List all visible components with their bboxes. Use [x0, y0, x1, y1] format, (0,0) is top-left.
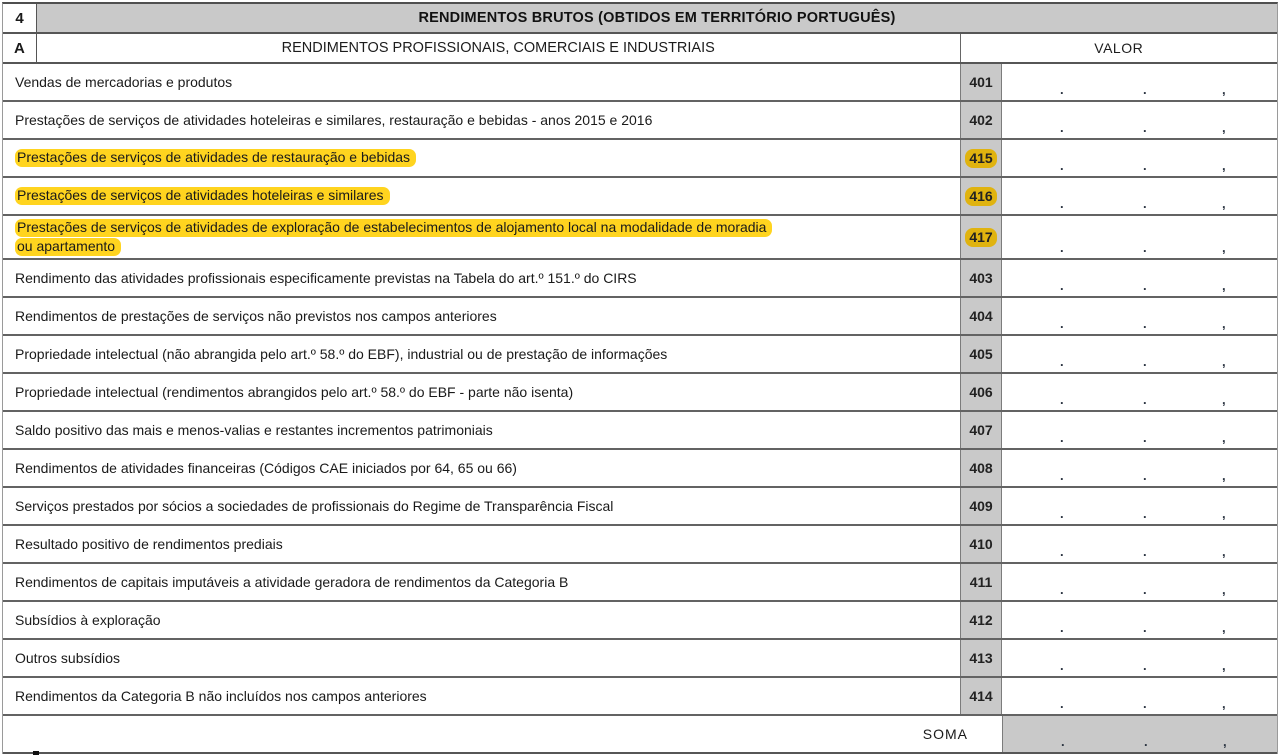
- thousands-separator: .: [1143, 354, 1147, 369]
- thousands-separator: .: [1060, 468, 1064, 483]
- value-field-413[interactable]: [1002, 640, 1277, 676]
- value-field-407[interactable]: [1002, 412, 1277, 448]
- thousands-separator: .: [1060, 354, 1064, 369]
- income-row-413: [3, 640, 1277, 678]
- decimal-separator: ,: [1222, 582, 1226, 597]
- thousands-separator: .: [1060, 506, 1064, 521]
- thousands-separator: .: [1060, 696, 1064, 711]
- income-row-404: [3, 298, 1277, 336]
- thousands-separator: .: [1143, 544, 1147, 559]
- thousands-separator: .: [1143, 120, 1147, 135]
- highlighted-code: 415: [965, 149, 996, 168]
- field-code: 402: [960, 102, 1002, 138]
- income-row-416: [3, 178, 1277, 216]
- decimal-separator: ,: [1222, 240, 1226, 255]
- thousands-separator: .: [1143, 158, 1147, 173]
- subsection-header-row: [3, 34, 1277, 64]
- field-code: 411: [960, 564, 1002, 600]
- value-field-412[interactable]: [1002, 602, 1277, 638]
- income-row-403: [3, 260, 1277, 298]
- soma-label: SOMA: [922, 726, 968, 742]
- decimal-separator: ,: [1222, 430, 1226, 445]
- value-field-414[interactable]: [1002, 678, 1277, 714]
- thousands-separator: .: [1060, 240, 1064, 255]
- income-row-405: [3, 336, 1277, 374]
- row-label: Vendas de mercadorias e produtos: [15, 73, 233, 90]
- thousands-separator: .: [1143, 658, 1147, 673]
- thousands-separator: .: [1060, 392, 1064, 407]
- highlighted-text: ou apartamento: [15, 238, 121, 256]
- subsection-letter: A: [3, 34, 37, 62]
- thousands-separator: .: [1060, 430, 1064, 445]
- thousands-separator: .: [1143, 240, 1147, 255]
- decimal-separator: ,: [1222, 468, 1226, 483]
- income-row-408: [3, 450, 1277, 488]
- thousands-separator: .: [1143, 82, 1147, 97]
- value-field-401[interactable]: [1002, 64, 1277, 100]
- income-row-407: [3, 412, 1277, 450]
- field-code: 406: [960, 374, 1002, 410]
- field-code: 408: [960, 450, 1002, 486]
- row-label: Rendimento das atividades profissionais especificamente previstas na Tabela do art.º 151.º do CIRS: [15, 269, 637, 286]
- thousands-separator: .: [1143, 278, 1147, 293]
- thousands-separator: .: [1060, 82, 1064, 97]
- decimal-separator: ,: [1222, 658, 1226, 673]
- income-row-414: [3, 678, 1277, 716]
- decimal-separator: ,: [1222, 620, 1226, 635]
- income-form-section: [2, 2, 1278, 754]
- thousands-separator: .: [1143, 316, 1147, 331]
- value-field-409[interactable]: [1002, 488, 1277, 524]
- row-label: Propriedade intelectual (não abrangida pelo art.º 58.º do EBF), industrial ou de prestação de informações: [15, 345, 668, 362]
- thousands-separator: .: [1060, 158, 1064, 173]
- income-row-411: [3, 564, 1277, 602]
- thousands-separator: .: [1061, 734, 1065, 749]
- row-label: Rendimentos de prestações de serviços não previstos nos campos anteriores: [15, 307, 497, 324]
- soma-row: [3, 716, 1277, 754]
- decimal-separator: ,: [1222, 120, 1226, 135]
- row-label: Rendimentos de capitais imputáveis a atividade geradora de rendimentos da Categoria B: [15, 573, 569, 590]
- thousands-separator: .: [1060, 544, 1064, 559]
- section-title: RENDIMENTOS BRUTOS (OBTIDOS EM TERRITÓRIO PORTUGUÊS): [37, 4, 1277, 32]
- row-label: Saldo positivo das mais e menos-valias e restantes incrementos patrimoniais: [15, 421, 493, 438]
- decimal-separator: ,: [1223, 734, 1227, 749]
- thousands-separator: .: [1060, 278, 1064, 293]
- field-code: 414: [960, 678, 1002, 714]
- value-field-404[interactable]: [1002, 298, 1277, 334]
- thousands-separator: .: [1143, 196, 1147, 211]
- income-row-410: [3, 526, 1277, 564]
- decimal-separator: ,: [1222, 506, 1226, 521]
- decimal-separator: ,: [1222, 82, 1226, 97]
- field-code: 410: [960, 526, 1002, 562]
- thousands-separator: .: [1060, 658, 1064, 673]
- field-code: [960, 178, 1002, 214]
- highlighted-text: Prestações de serviços de atividades de exploração de estabelecimentos de alojamento local na modalidade de moradia: [15, 219, 772, 237]
- value-field-415[interactable]: [1002, 140, 1277, 176]
- value-field-417[interactable]: [1002, 216, 1277, 258]
- field-code: 404: [960, 298, 1002, 334]
- thousands-separator: .: [1060, 120, 1064, 135]
- thousands-separator: .: [1143, 620, 1147, 635]
- decimal-separator: ,: [1222, 158, 1226, 173]
- field-code: 407: [960, 412, 1002, 448]
- field-code: 401: [960, 64, 1002, 100]
- income-row-417: [3, 216, 1277, 260]
- value-field-402[interactable]: [1002, 102, 1277, 138]
- row-label: Serviços prestados por sócios a sociedades de profissionais do Regime de Transparência Fiscal: [15, 497, 614, 514]
- field-code: 403: [960, 260, 1002, 296]
- decimal-separator: ,: [1222, 696, 1226, 711]
- soma-value-field: [1002, 716, 1277, 752]
- thousands-separator: .: [1060, 196, 1064, 211]
- highlighted-code: 417: [965, 228, 996, 247]
- highlighted-code: 416: [965, 187, 996, 206]
- thousands-separator: .: [1144, 734, 1148, 749]
- field-code: 409: [960, 488, 1002, 524]
- section-header-row: [3, 4, 1277, 34]
- decimal-separator: ,: [1222, 392, 1226, 407]
- next-section-corner-mark: [33, 751, 39, 755]
- row-label: [3, 216, 960, 258]
- thousands-separator: .: [1143, 468, 1147, 483]
- decimal-separator: ,: [1222, 544, 1226, 559]
- income-row-401: [3, 64, 1277, 102]
- section-number: 4: [3, 4, 37, 32]
- field-code: 412: [960, 602, 1002, 638]
- income-row-406: [3, 374, 1277, 412]
- row-label: Rendimentos de atividades financeiras (Códigos CAE iniciados por 64, 65 ou 66): [15, 459, 517, 476]
- thousands-separator: .: [1060, 582, 1064, 597]
- thousands-separator: .: [1060, 620, 1064, 635]
- value-field-416[interactable]: [1002, 178, 1277, 214]
- row-label: Outros subsídios: [15, 649, 121, 666]
- row-label: Prestações de serviços de atividades hoteleiras e similares, restauração e bebidas - anos 2015 e 2016: [15, 111, 653, 128]
- income-row-415: [3, 140, 1277, 178]
- thousands-separator: .: [1060, 316, 1064, 331]
- field-code: [960, 140, 1002, 176]
- decimal-separator: ,: [1222, 278, 1226, 293]
- thousands-separator: .: [1143, 506, 1147, 521]
- field-code: 405: [960, 336, 1002, 372]
- income-row-409: [3, 488, 1277, 526]
- highlighted-text: Prestações de serviços de atividades hoteleiras e similares: [15, 187, 390, 205]
- thousands-separator: .: [1143, 582, 1147, 597]
- row-label: Rendimentos da Categoria B não incluídos nos campos anteriores: [15, 687, 427, 704]
- field-code: [960, 216, 1002, 258]
- valor-column-header: VALOR: [1094, 40, 1144, 56]
- highlighted-text: Prestações de serviços de atividades de restauração e bebidas: [15, 149, 416, 167]
- field-code: 413: [960, 640, 1002, 676]
- value-field-408[interactable]: [1002, 450, 1277, 486]
- row-label: Subsídios à exploração: [15, 611, 161, 628]
- income-row-402: [3, 102, 1277, 140]
- value-field-410[interactable]: [1002, 526, 1277, 562]
- decimal-separator: ,: [1222, 354, 1226, 369]
- value-field-411[interactable]: [1002, 564, 1277, 600]
- income-row-412: [3, 602, 1277, 640]
- thousands-separator: .: [1143, 392, 1147, 407]
- row-label: [3, 178, 960, 214]
- decimal-separator: ,: [1222, 196, 1226, 211]
- value-field-403[interactable]: [1002, 260, 1277, 296]
- subsection-title: RENDIMENTOS PROFISSIONAIS, COMERCIAIS E INDUSTRIAIS: [37, 34, 961, 62]
- value-field-405[interactable]: [1002, 336, 1277, 372]
- thousands-separator: .: [1143, 696, 1147, 711]
- decimal-separator: ,: [1222, 316, 1226, 331]
- row-label: [3, 140, 960, 176]
- thousands-separator: .: [1143, 430, 1147, 445]
- row-label: Resultado positivo de rendimentos prediais: [15, 535, 283, 552]
- value-field-406[interactable]: [1002, 374, 1277, 410]
- row-label: Propriedade intelectual (rendimentos abrangidos pelo art.º 58.º do EBF - parte não isenta): [15, 383, 574, 400]
